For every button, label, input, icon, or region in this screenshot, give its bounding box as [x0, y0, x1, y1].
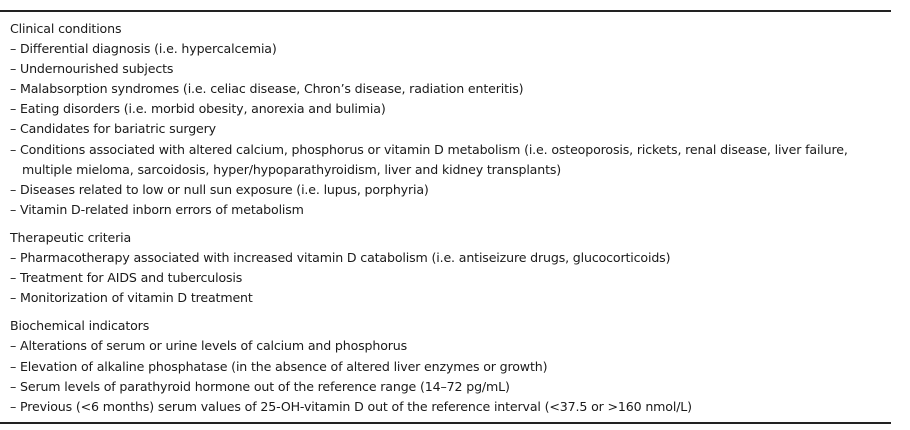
section-heading: Therapeutic criteria — [10, 229, 132, 245]
list-item: – Differential diagnosis (i.e. hypercalcemia) — [10, 41, 277, 57]
list-item: – Diseases related to low or null sun exposure (i.e. lupus, porphyria) — [10, 181, 429, 197]
list-item: – Undernourished subjects — [10, 61, 174, 77]
list-item: – Elevation of alkaline phosphatase (in the absence of altered liver enzymes or growth) — [10, 358, 548, 374]
list-item: – Monitorization of vitamin D treatment — [10, 290, 253, 306]
table-top-rule — [0, 10, 891, 12]
list-item: – Vitamin D-related inborn errors of metabolism — [10, 201, 304, 217]
list-item: – Malabsorption syndromes (i.e. celiac disease, Chron’s disease, radiation enteritis) — [10, 81, 524, 97]
section-heading: Biochemical indicators — [10, 318, 150, 334]
list-item: – Pharmacotherapy associated with increased vitamin D catabolism (i.e. antiseizure drugs, glucocorticoids) — [10, 250, 671, 266]
list-item: – Conditions associated with altered calcium, phosphorus or vitamin D metabolism (i.e. osteoporosis, rickets, renal disease, liver failure, multiple mieloma, sarcoidosis, hyper/hypoparathyroidism, liver and kidney transplants) — [10, 141, 852, 177]
list-item: – Candidates for bariatric surgery — [10, 121, 216, 137]
list-item: – Serum levels of parathyroid hormone out of the reference range (14–72 pg/mL) — [10, 378, 510, 394]
criteria-table — [10, 19, 888, 425]
list-item: – Previous (<6 months) serum values of 25-OH-vitamin D out of the reference interval (<37.5 or >160 nmol/L) — [10, 398, 692, 414]
list-item: – Alterations of serum or urine levels of calcium and phosphorus — [10, 338, 408, 354]
section-clinical-conditions — [10, 19, 888, 220]
section-heading: Clinical conditions — [10, 21, 122, 36]
table-bottom-rule — [0, 422, 891, 424]
section-biochemical-indicators — [10, 316, 888, 416]
list-item: – Treatment for AIDS and tuberculosis — [10, 270, 243, 286]
section-therapeutic-criteria — [10, 228, 888, 308]
list-item: – Eating disorders (i.e. morbid obesity, anorexia and bulimia) — [10, 101, 386, 117]
